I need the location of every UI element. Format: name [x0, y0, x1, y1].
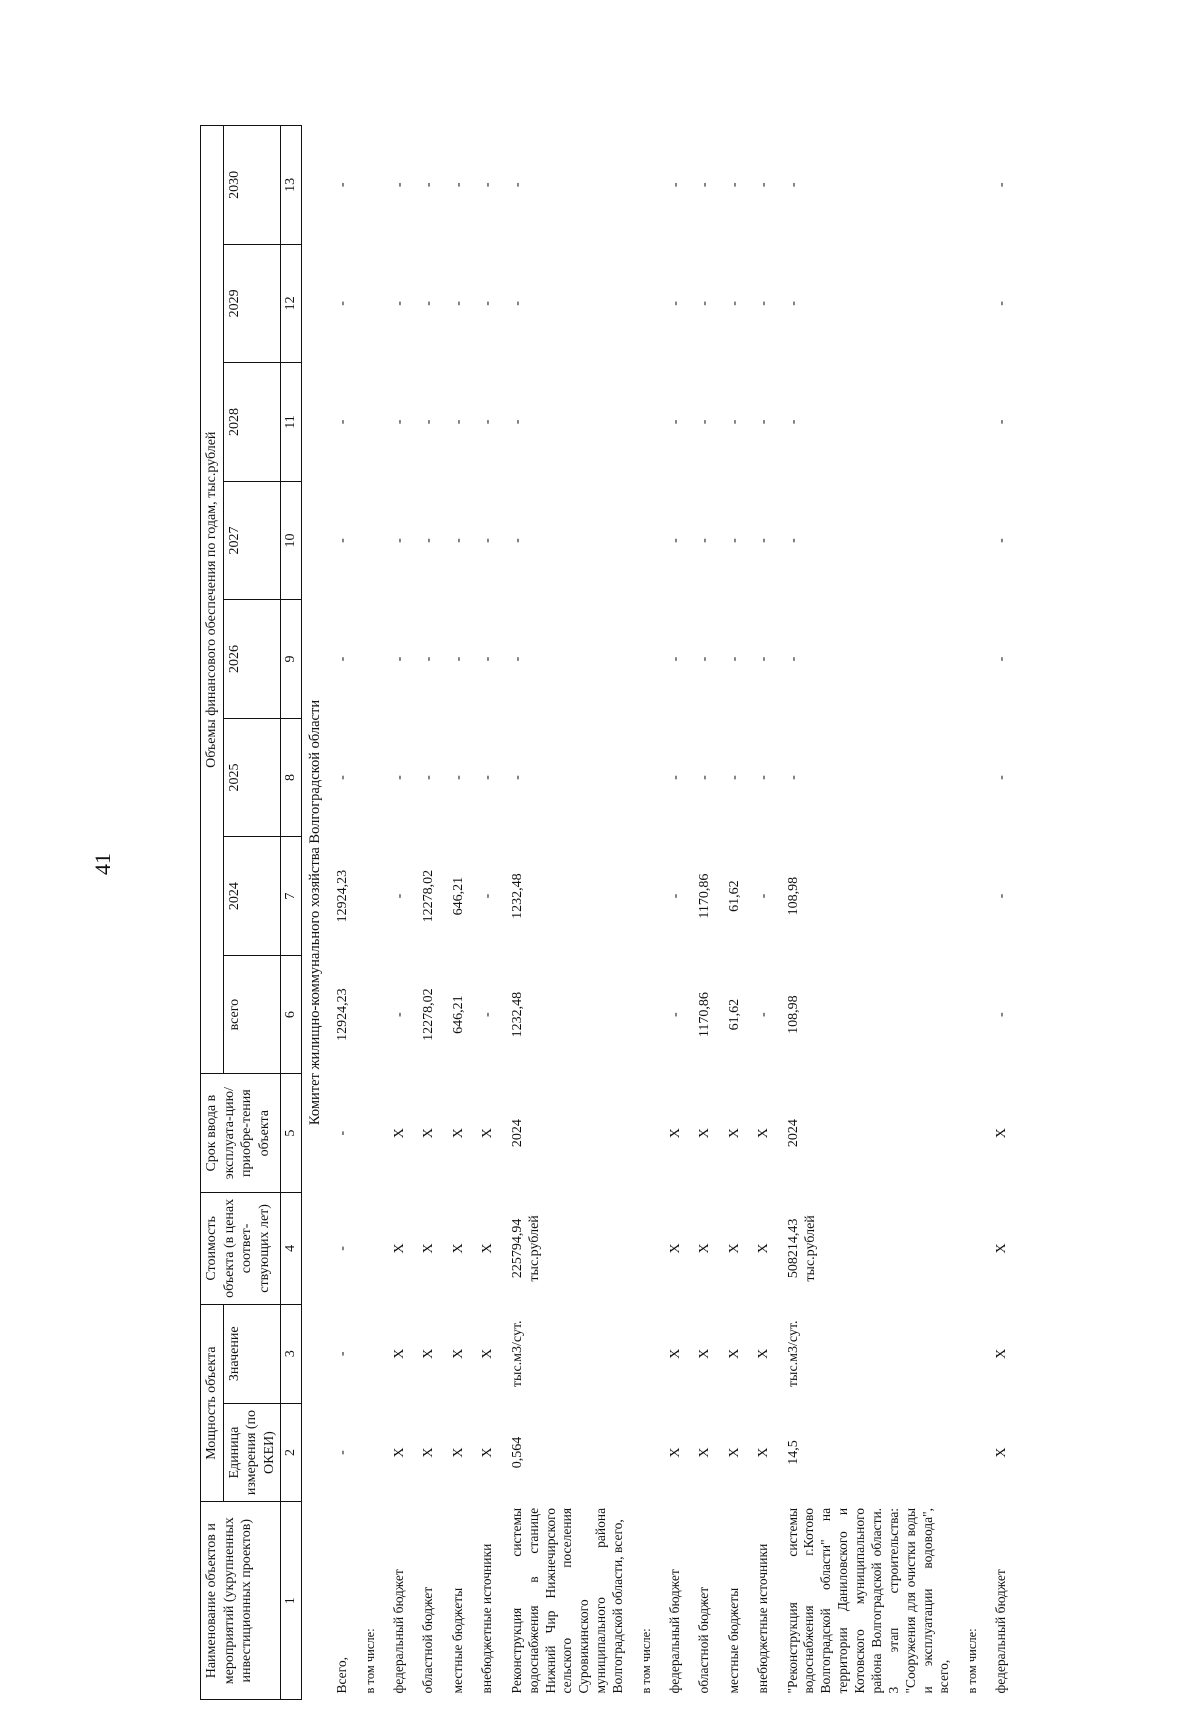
row-value-cell: X — [726, 1447, 742, 1458]
row-value-cell: - — [334, 419, 350, 425]
row-value-cell: X — [993, 1447, 1009, 1458]
row-value-cell: - — [421, 182, 437, 188]
row-value-cell: - — [421, 538, 437, 543]
row-value-cell — [959, 600, 987, 719]
column-number: 5 — [281, 1074, 302, 1193]
row-value-cell — [633, 1304, 661, 1403]
row-value-cell: - — [480, 419, 496, 425]
row-value-cell: - — [785, 182, 801, 188]
row-value-cell: X — [756, 1447, 771, 1458]
row-value-cell: - — [756, 182, 771, 188]
row-value-cell: X — [697, 1447, 712, 1458]
row-value-cell: - — [334, 182, 350, 188]
row-value-cell: - — [993, 1012, 1009, 1017]
column-number: 3 — [281, 1304, 302, 1403]
table-row — [779, 126, 960, 1700]
row-value-cell: X — [726, 1348, 742, 1359]
header-year: 2030 — [223, 126, 281, 245]
row-value-cell: - — [756, 1012, 771, 1017]
table-row — [444, 126, 474, 1700]
header-total: всего — [223, 955, 281, 1074]
row-value-cell: - — [993, 301, 1009, 306]
row-value-cell: - — [697, 301, 712, 306]
row-value-cell: - — [785, 775, 801, 780]
row-value-cell: X — [450, 1348, 466, 1359]
finance-table — [200, 125, 1016, 1700]
row-value-cell: - — [334, 1246, 350, 1251]
header-year: 2026 — [223, 600, 281, 719]
column-number: 10 — [281, 481, 302, 600]
row-value-cell: - — [667, 775, 683, 780]
row-value-cell: X — [391, 1128, 407, 1139]
row-value-cell: - — [391, 656, 407, 662]
row-value-cell: - — [726, 182, 742, 188]
row-value-cell: - — [480, 1012, 496, 1017]
row-value-cell: X — [756, 1128, 771, 1139]
row-value-cell — [357, 363, 385, 482]
row-value-cell: - — [785, 301, 801, 306]
row-value-cell: - — [334, 1351, 350, 1357]
column-number: 1 — [281, 1502, 302, 1700]
row-value-cell: - — [450, 301, 466, 306]
row-value-cell: X — [667, 1128, 683, 1139]
row-value-cell: - — [421, 775, 437, 780]
row-value-cell — [633, 1192, 661, 1304]
row-value-cell — [357, 126, 385, 245]
column-number: 2 — [281, 1403, 302, 1502]
header-year: 2028 — [223, 363, 281, 482]
row-value-cell: - — [421, 419, 437, 425]
row-value-cell: - — [726, 419, 742, 425]
row-name-cell: федеральный бюджет — [992, 1569, 1008, 1694]
section-title: Комитет жилищно-коммунального хозяйства Волгоградской области — [306, 699, 323, 1126]
row-value-cell — [357, 600, 385, 719]
row-value-cell: - — [993, 182, 1009, 188]
row-value-cell — [357, 1192, 385, 1304]
row-value-cell: 646,21 — [450, 995, 466, 1034]
table-row — [328, 126, 358, 1700]
column-number: 13 — [281, 126, 302, 245]
row-value-cell: X — [697, 1128, 712, 1139]
row-value-cell: 2024 — [509, 1119, 525, 1148]
row-value-cell: - — [993, 893, 1009, 899]
row-value-cell: - — [480, 182, 496, 188]
row-value-cell — [357, 481, 385, 600]
row-value-cell — [633, 126, 661, 245]
row-value-cell: - — [421, 301, 437, 306]
row-value-cell: X — [667, 1243, 683, 1254]
table-row — [987, 126, 1017, 1700]
row-value-cell: - — [756, 775, 771, 780]
row-value-cell: - — [509, 419, 525, 425]
row-value-cell — [959, 244, 987, 363]
row-value-cell: - — [756, 538, 771, 543]
row-value-cell: X — [391, 1348, 407, 1359]
row-value-cell: X — [480, 1447, 496, 1458]
row-value-cell: 61,62 — [726, 880, 742, 912]
row-value-cell: - — [993, 419, 1009, 425]
row-value-cell: 12924,23 — [334, 869, 350, 923]
row-value-cell — [959, 718, 987, 837]
header-value: Значение — [223, 1304, 281, 1403]
row-value-cell: X — [421, 1128, 437, 1139]
row-name-cell: внебюджетные источники — [479, 1543, 495, 1694]
row-name-cell: внебюджетные источники — [755, 1543, 770, 1694]
row-value-cell — [959, 1192, 987, 1304]
table-body — [301, 126, 1016, 1700]
row-value-cell: - — [480, 538, 496, 543]
column-number: 12 — [281, 244, 302, 363]
row-value-cell: X — [667, 1348, 683, 1359]
row-value-cell: - — [697, 419, 712, 425]
row-value-cell: - — [697, 656, 712, 662]
header-year: 2024 — [223, 837, 281, 956]
row-value-cell: X — [993, 1243, 1009, 1254]
row-value-cell: - — [756, 301, 771, 306]
row-value-cell — [959, 1304, 987, 1403]
row-value-cell: - — [391, 538, 407, 543]
row-value-cell — [357, 837, 385, 956]
row-value-cell — [633, 244, 661, 363]
row-value-cell — [959, 955, 987, 1074]
row-value-cell: X — [726, 1243, 742, 1254]
row-value-cell — [633, 955, 661, 1074]
row-value-cell: - — [785, 419, 801, 425]
row-value-cell: - — [334, 1450, 350, 1455]
table-row — [720, 126, 750, 1700]
row-value-cell: 1170,86 — [697, 873, 712, 919]
column-number: 9 — [281, 600, 302, 719]
column-number: 4 — [281, 1192, 302, 1304]
row-value-cell: - — [480, 775, 496, 780]
row-value-cell: X — [421, 1447, 437, 1458]
row-name-cell: Всего, — [333, 1657, 349, 1694]
row-value-cell: - — [667, 893, 683, 899]
row-value-cell: - — [667, 182, 683, 188]
row-value-cell: - — [450, 182, 466, 188]
row-value-cell: - — [756, 656, 771, 662]
row-value-cell: X — [391, 1447, 407, 1458]
row-value-cell: - — [480, 301, 496, 306]
header-year: 2029 — [223, 244, 281, 363]
table-row — [503, 126, 633, 1700]
row-value-cell — [959, 126, 987, 245]
row-name-cell: Реконструкция системы водоснабжения в станице Нижний Чир Нижнечирского сельского поселения Суровикинского муниципального района Волгоградской области, всего, — [508, 1507, 625, 1694]
subtotal-label-row — [633, 126, 661, 1700]
row-value-cell: X — [697, 1348, 712, 1359]
row-value-cell: - — [450, 538, 466, 543]
row-value-cell — [633, 481, 661, 600]
rotated-table-container — [200, 125, 1200, 1700]
header-unit: Единица измерения (по ОКЕИ) — [223, 1403, 281, 1502]
row-value-cell: X — [480, 1243, 496, 1254]
row-value-cell: - — [509, 182, 525, 188]
row-value-cell — [357, 244, 385, 363]
row-value-cell: X — [450, 1447, 466, 1458]
row-value-cell — [357, 718, 385, 837]
row-value-cell: 2024 — [785, 1119, 801, 1148]
row-value-cell: X — [421, 1243, 437, 1254]
row-value-cell: X — [450, 1128, 466, 1139]
row-value-cell: 12278,02 — [421, 869, 437, 923]
row-value-cell: - — [334, 656, 350, 662]
row-name-cell: федеральный бюджет — [666, 1569, 682, 1694]
row-value-cell: X — [450, 1243, 466, 1254]
row-value-cell: X — [993, 1128, 1009, 1139]
row-value-cell — [633, 1074, 661, 1193]
row-value-cell: - — [785, 656, 801, 662]
row-value-cell: - — [391, 301, 407, 306]
column-number: 11 — [281, 363, 302, 482]
row-value-cell: - — [726, 775, 742, 780]
row-value-cell: - — [450, 656, 466, 662]
row-value-cell: 14,5 — [785, 1440, 801, 1465]
row-value-cell — [959, 1403, 987, 1502]
row-value-cell — [959, 1074, 987, 1193]
row-name-cell: местные бюджеты — [725, 1587, 741, 1694]
row-value-cell: - — [993, 775, 1009, 780]
row-value-cell: - — [391, 775, 407, 780]
row-value-cell: - — [391, 419, 407, 425]
subtotal-label-row — [357, 126, 385, 1700]
row-value-cell: X — [697, 1243, 712, 1254]
row-value-cell: X — [480, 1128, 496, 1139]
row-value-cell: - — [726, 656, 742, 662]
row-value-cell: X — [421, 1348, 437, 1359]
row-value-cell: X — [667, 1447, 683, 1458]
row-value-cell: - — [509, 775, 525, 780]
row-value-cell: - — [334, 301, 350, 306]
row-value-cell: - — [334, 1130, 350, 1136]
row-value-cell: 225794,94 тыс.рублей — [509, 1215, 543, 1282]
row-value-cell: X — [480, 1348, 496, 1359]
row-value-cell — [357, 1304, 385, 1403]
row-value-cell: - — [697, 538, 712, 543]
row-value-cell: - — [450, 775, 466, 780]
row-value-cell: - — [391, 1012, 407, 1017]
page-number: 41 — [90, 853, 115, 875]
row-value-cell: - — [509, 538, 525, 543]
table-row — [385, 126, 415, 1700]
header-term: Срок ввода в эксплуата-цию/приобре-тения объекта — [201, 1074, 281, 1193]
row-value-cell: 12278,02 — [421, 988, 437, 1041]
row-value-cell: 508214,43 тыс.рублей — [785, 1215, 818, 1282]
row-value-cell — [357, 1074, 385, 1193]
row-value-cell: 0,564 — [509, 1436, 525, 1469]
row-value-cell: X — [993, 1348, 1009, 1359]
row-value-cell: - — [667, 538, 683, 543]
row-value-cell: - — [667, 301, 683, 306]
row-value-cell: X — [756, 1348, 771, 1359]
row-name-cell: в том числе: — [965, 1628, 980, 1694]
row-value-cell: X — [756, 1243, 771, 1254]
column-number: 7 — [281, 837, 302, 956]
row-value-cell: 646,21 — [450, 876, 466, 916]
table-row — [661, 126, 691, 1700]
row-value-cell — [633, 600, 661, 719]
row-name-cell: федеральный бюджет — [390, 1569, 406, 1694]
row-value-cell: - — [509, 656, 525, 662]
row-name-cell: областной бюджет — [420, 1586, 436, 1694]
row-value-cell: - — [667, 419, 683, 425]
row-value-cell: - — [697, 182, 712, 188]
row-value-cell: - — [334, 775, 350, 780]
row-value-cell: - — [391, 893, 407, 899]
row-name-cell: в том числе: — [638, 1628, 653, 1694]
row-value-cell: - — [334, 538, 350, 543]
row-value-cell: - — [993, 538, 1009, 543]
row-value-cell: - — [391, 182, 407, 188]
row-value-cell: 1232,48 — [509, 991, 525, 1038]
row-value-cell — [959, 837, 987, 956]
row-value-cell: 61,62 — [726, 998, 742, 1031]
header-year: 2025 — [223, 718, 281, 837]
table-row — [414, 126, 444, 1700]
row-value-cell — [357, 1403, 385, 1502]
row-value-cell: - — [726, 301, 742, 306]
row-value-cell: - — [480, 893, 496, 899]
row-value-cell: - — [509, 301, 525, 306]
table-row — [749, 126, 779, 1700]
row-value-cell — [357, 955, 385, 1074]
row-value-cell: - — [697, 775, 712, 780]
row-value-cell: 108,98 — [785, 995, 801, 1034]
row-value-cell: - — [756, 893, 771, 899]
row-value-cell: - — [667, 1012, 683, 1017]
row-value-cell: 1170,86 — [697, 992, 712, 1038]
row-value-cell — [633, 837, 661, 956]
row-value-cell: - — [726, 538, 742, 543]
row-name-cell: "Реконструкция системы водоснабжения г.Котово Волгоградской области" на территории Даниловского и Котовского муниципального района Волгоградской области. 3 этап строительства: "Сооружения для очистки воды и эксплуатации водовода", всего, — [784, 1507, 952, 1694]
header-cost: Стоимость объекта (в ценах соответ-ствующих лет) — [201, 1192, 281, 1304]
row-value-cell: 12924,23 — [334, 988, 350, 1041]
row-value-cell: тыс.м3/сут. — [509, 1320, 525, 1388]
row-value-cell: - — [450, 419, 466, 425]
header-power-group: Мощность объекта — [201, 1304, 224, 1502]
row-value-cell: 1232,48 — [509, 873, 525, 919]
row-value-cell: X — [726, 1128, 742, 1139]
row-value-cell: - — [421, 656, 437, 662]
column-number: 8 — [281, 718, 302, 837]
row-name-cell: в том числе: — [363, 1628, 378, 1694]
row-value-cell: - — [756, 419, 771, 425]
row-value-cell: - — [480, 656, 496, 662]
row-name-cell: местные бюджеты — [449, 1587, 465, 1694]
row-value-cell — [959, 481, 987, 600]
header-name: Наименование объектов и мероприятий (укрупненных инвестиционных проектов) — [201, 1502, 281, 1700]
row-value-cell — [633, 718, 661, 837]
row-value-cell — [959, 363, 987, 482]
row-value-cell: X — [391, 1243, 407, 1254]
subtotal-label-row — [959, 126, 987, 1700]
row-value-cell: - — [993, 656, 1009, 662]
table-row — [690, 126, 720, 1700]
column-number: 6 — [281, 955, 302, 1074]
row-value-cell — [633, 1403, 661, 1502]
row-name-cell: областной бюджет — [696, 1586, 711, 1694]
row-value-cell: тыс.м3/сут. — [785, 1320, 801, 1388]
table-row — [473, 126, 503, 1700]
header-year: 2027 — [223, 481, 281, 600]
row-value-cell: 108,98 — [785, 876, 801, 916]
row-value-cell: - — [667, 656, 683, 662]
header-finance-group: Объемы финансового обеспечения по годам, тыс.рублей — [201, 126, 224, 1074]
row-value-cell — [633, 363, 661, 482]
row-value-cell: - — [785, 538, 801, 543]
